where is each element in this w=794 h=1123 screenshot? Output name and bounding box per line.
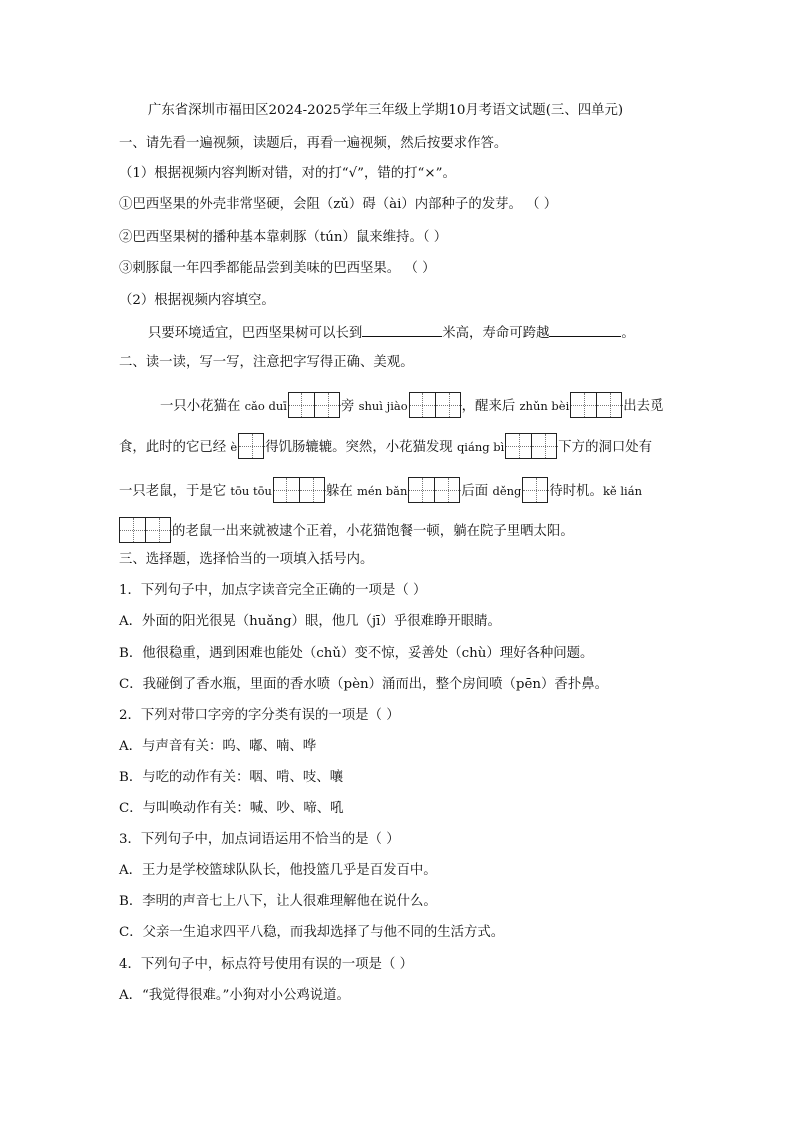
passage-text: 旁 [340,399,359,414]
passage-line-3 [119,477,642,503]
passage-text: 出去觅 [623,399,664,414]
passage-text: 后面 [461,484,493,499]
passage-line-4 [119,517,574,543]
writing-grid[interactable] [505,433,557,459]
passage-text: 一只小花猫在 [160,399,245,414]
question-1-intro: （1）根据视频内容判断对错，对的打“√”，错的打“×”。 [119,166,456,181]
mc-q1-option-a: A．外面的阳光很晃（huǎng）眼，他几（jī）乎很难睁开眼睛。 [119,614,501,629]
pinyin: è [230,440,238,454]
mc-q3-stem: 3．下列句子中，加点词语运用不恰当的是（ ） [119,832,400,847]
fill-text-b: 米高，寿命可跨越 [442,326,550,341]
pinyin: kě lián [602,484,643,498]
passage-text: 待时机。 [549,484,603,499]
mc-q2-option-b: B．与吃的动作有关：咽、啃、吱、嚷 [119,770,344,785]
mc-q1-option-c: C．我碰倒了香水瓶，里面的香水喷（pèn）涌而出，整个房间喷（pēn）香扑鼻。 [119,677,608,692]
passage-line-2 [119,433,652,459]
fill-text-c: 。 [621,326,635,341]
mc-q2-stem: 2．下列对带口字旁的字分类有误的一项是（ ） [119,708,400,723]
title: 广东省深圳市福田区2024-2025学年三年级上学期10月考语文试题(三、四单元) [148,103,624,118]
writing-grid[interactable] [570,392,622,418]
pinyin: mén bǎn [357,484,408,498]
writing-grid[interactable] [119,517,171,543]
pinyin: zhǔn bèi [519,399,570,413]
true-false-item-3: ③刺豚鼠一年四季都能品尝到美味的巴西坚果。 （ ） [119,261,436,276]
mc-q2-option-a: A．与声音有关：呜、嘟、喃、哗 [119,739,317,754]
fill-in-sentence [148,322,635,344]
passage-text: 躲在 [325,484,357,499]
writing-grid[interactable] [273,477,325,503]
fill-blank-2[interactable] [549,322,621,337]
writing-grid[interactable] [238,433,264,459]
mc-q4-stem: 4．下列句子中，标点符号使用有误的一项是（ ） [119,957,413,972]
mc-q3-option-b: B．李明的声音七上八下，让人很难理解他在说什么。 [119,894,437,909]
mc-q1-option-b: B．他很稳重，遇到困难也能处（chǔ）变不惊，妥善处（chù）理好各种问题。 [119,646,594,661]
section-3-heading: 三、选择题，选择恰当的一项填入括号内。 [119,552,374,567]
section-1-heading: 一、请先看一遍视频，读题后，再看一遍视频，然后按要求作答。 [119,136,508,151]
pinyin: qiáng bì [456,440,505,454]
passage-line-1 [160,392,663,418]
mc-q4-option-a: A．“我觉得很难。”小狗对小公鸡说道。 [119,988,350,1003]
mc-q3-option-c: C．父亲一生追求四平八稳，而我却选择了与他不同的生活方式。 [119,925,505,940]
mc-q3-option-a: A．王力是学校篮球队队长，他投篮几乎是百发百中。 [119,863,437,878]
question-2-intro: （2）根据视频内容填空。 [119,293,275,308]
writing-grid[interactable] [288,392,340,418]
passage-text: 得饥肠辘辘。突然，小花猫发现 [265,440,457,455]
passage-text: 一只老鼠，于是它 [119,484,231,499]
pinyin: shuì jiào [358,399,408,413]
writing-grid[interactable] [409,392,461,418]
writing-grid[interactable] [522,477,548,503]
mc-q2-option-c: C．与叫唤动作有关：喊、吵、啼、吼 [119,801,344,816]
section-2-heading: 二、读一读，写一写，注意把字写得正确、美观。 [119,355,414,370]
passage-text: 下方的洞口处有 [558,440,653,455]
pinyin: tōu tōu [230,484,272,498]
pinyin: děng [492,484,522,498]
passage-text: 食，此时的它已经 [119,440,231,455]
fill-text-a: 只要环境适宜，巴西坚果树可以长到 [148,326,363,341]
true-false-item-2: ②巴西坚果树的播种基本靠刺豚（tún）鼠来维持。（ ） [119,230,448,245]
mc-q1-stem: 1．下列句子中，加点字读音完全正确的一项是（ ） [119,583,427,598]
passage-text: ，醒来后 [461,399,520,414]
true-false-item-1: ①巴西坚果的外壳非常坚硬，会阻（zǔ）碍（ài）内部种子的发芽。 （ ） [119,197,558,212]
passage-text: 的老鼠一出来就被逮个正着，小花猫饱餐一顿，躺在院子里晒太阳。 [172,524,574,539]
writing-grid[interactable] [408,477,460,503]
pinyin: cǎo duī [244,399,287,413]
fill-blank-1[interactable] [362,322,442,337]
